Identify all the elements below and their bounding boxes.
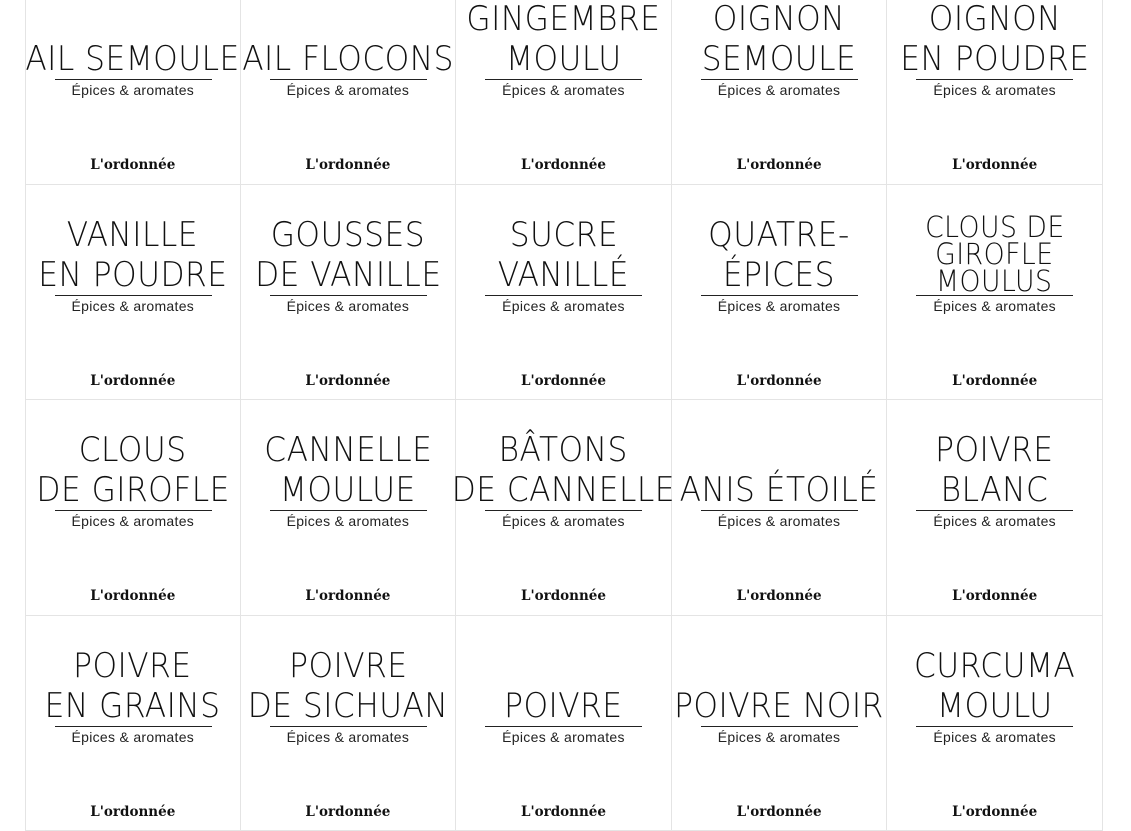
brand-name: L'ordonnée [241,157,456,173]
spice-name [672,0,887,79]
spice-name [456,0,671,79]
spice-name [456,616,671,726]
spice-label [241,0,457,185]
spice-name-line: CLOUS DE [925,214,1065,241]
spice-name-line: VANILLE [67,215,198,255]
divider-rule [55,295,212,296]
spice-name-line: DE GIROFLE [36,470,229,510]
spice-name-line: EN POUDRE [900,39,1089,79]
spice-name [26,185,240,295]
divider-rule [701,295,858,296]
spice-name-line: AIL FLOCONS [242,39,454,79]
spice-name-line: EN GRAINS [45,686,221,726]
category-text: Épices & aromates [887,298,1102,314]
brand-name: L'ordonnée [456,373,671,389]
spice-name [887,616,1102,726]
brand-name: L'ordonnée [26,588,240,604]
spice-name-line: VANILLÉ [498,255,629,295]
spice-name [887,185,1102,295]
brand-name: L'ordonnée [887,588,1102,604]
spice-label [672,0,888,185]
category-text: Épices & aromates [887,729,1102,745]
spice-name [26,400,240,510]
divider-rule [916,726,1073,727]
category-text: Épices & aromates [241,729,456,745]
divider-rule [55,510,212,511]
spice-name-line: OIGNON [929,0,1061,39]
spice-label [241,400,457,616]
spice-name-line: ÉPICES [723,255,835,295]
spice-name [241,616,456,726]
category-text: Épices & aromates [672,298,887,314]
divider-rule [485,726,642,727]
spice-label [672,185,888,401]
spice-name-line: MOULUS [937,268,1053,295]
spice-label [672,400,888,616]
category-text: Épices & aromates [456,298,671,314]
spice-label [456,185,672,401]
spice-name [672,400,887,510]
spice-name [887,400,1102,510]
brand-name: L'ordonnée [672,588,887,604]
spice-label [25,0,241,185]
divider-rule [55,79,212,80]
spice-name-line: QUATRE- [708,215,850,255]
spice-name-line: MOULU [506,39,622,79]
divider-rule [485,295,642,296]
spice-name-line: SUCRE [509,215,617,255]
spice-name-line: AIL SEMOULE [26,39,240,79]
spice-name-line: BÂTONS [499,430,628,470]
category-text: Épices & aromates [26,298,240,314]
spice-name-line: CURCUMA [914,646,1075,686]
spice-name [672,185,887,295]
spice-name [672,616,887,726]
spice-name [241,0,456,79]
spice-name [456,400,671,510]
spice-name-line: DE SICHUAN [248,686,449,726]
spice-name [241,185,456,295]
brand-name: L'ordonnée [241,373,456,389]
spice-name-line: POIVRE [935,430,1053,470]
brand-name: L'ordonnée [456,804,671,820]
spice-name [887,0,1102,79]
brand-name: L'ordonnée [456,157,671,173]
label-sheet [25,0,1103,831]
spice-label [25,400,241,616]
divider-rule [701,510,858,511]
spice-name-line: GOUSSES [271,215,425,255]
divider-rule [701,79,858,80]
spice-name [241,400,456,510]
brand-name: L'ordonnée [672,373,887,389]
divider-rule [270,79,427,80]
divider-rule [270,295,427,296]
category-text: Épices & aromates [241,513,456,529]
category-text: Épices & aromates [672,82,887,98]
category-text: Épices & aromates [241,82,456,98]
spice-name-line: OIGNON [713,0,845,39]
spice-name-line: EN POUDRE [38,255,227,295]
spice-name-line: CANNELLE [264,430,432,470]
brand-name: L'ordonnée [887,373,1102,389]
brand-name: L'ordonnée [241,588,456,604]
category-text: Épices & aromates [26,82,240,98]
divider-rule [916,510,1073,511]
spice-name-line: GIROFLE [935,241,1053,268]
spice-label [25,185,241,401]
spice-label [241,185,457,401]
brand-name: L'ordonnée [456,588,671,604]
spice-name [26,0,240,79]
spice-name-line: POIVRE [289,646,407,686]
spice-name-line: POIVRE [74,646,192,686]
spice-label [456,400,672,616]
category-text: Épices & aromates [456,729,671,745]
brand-name: L'ordonnée [26,373,240,389]
brand-name: L'ordonnée [887,157,1102,173]
spice-name [456,185,671,295]
category-text: Épices & aromates [456,513,671,529]
divider-rule [55,726,212,727]
spice-name [26,616,240,726]
spice-name-line: ANIS ÉTOILÉ [680,470,879,510]
spice-name-line: POIVRE NOIR [674,686,884,726]
category-text: Épices & aromates [26,513,240,529]
brand-name: L'ordonnée [672,157,887,173]
category-text: Épices & aromates [672,729,887,745]
spice-name-line: MOULUE [280,470,416,510]
spice-name-line: POIVRE [504,686,622,726]
divider-rule [270,726,427,727]
spice-name-line: SEMOULE [702,39,857,79]
spice-label [887,185,1103,401]
brand-name: L'ordonnée [26,804,240,820]
category-text: Épices & aromates [887,513,1102,529]
spice-name-line: BLANC [941,470,1049,510]
spice-name-line: CLOUS [79,430,187,470]
divider-rule [485,510,642,511]
spice-name-line: GINGEMBRE [466,0,660,39]
category-text: Épices & aromates [456,82,671,98]
spice-name-line: DE CANNELLE [452,470,675,510]
spice-label [887,400,1103,616]
brand-name: L'ordonnée [241,804,456,820]
divider-rule [916,79,1073,80]
divider-rule [270,510,427,511]
divider-rule [701,726,858,727]
category-text: Épices & aromates [26,729,240,745]
spice-label [456,0,672,185]
spice-name-line: MOULU [937,686,1053,726]
brand-name: L'ordonnée [672,804,887,820]
category-text: Épices & aromates [241,298,456,314]
category-text: Épices & aromates [887,82,1102,98]
spice-name-line: DE VANILLE [255,255,441,295]
divider-rule [916,295,1073,296]
divider-rule [485,79,642,80]
brand-name: L'ordonnée [26,157,240,173]
brand-name: L'ordonnée [887,804,1102,820]
category-text: Épices & aromates [672,513,887,529]
spice-label [887,0,1103,185]
